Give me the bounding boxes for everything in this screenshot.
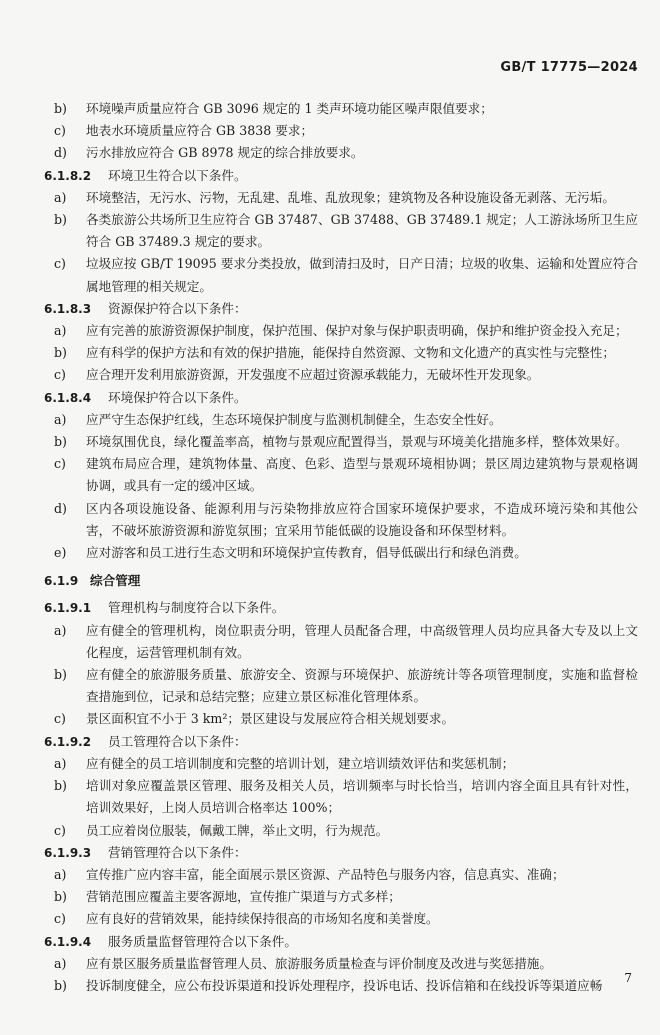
item-number: c)	[54, 123, 66, 139]
list-item	[44, 975, 638, 997]
list-item	[44, 953, 638, 975]
item-number: c)	[54, 711, 66, 727]
list-item	[44, 820, 638, 842]
item-number: c)	[54, 822, 66, 838]
list-item	[44, 542, 638, 564]
list-item	[44, 453, 638, 497]
document-body	[44, 98, 638, 997]
item-text: 应合理开发利用旅游资源，开发强度不应超过资源承载能力，无破坏性开发现象。	[86, 367, 540, 383]
item-number: c)	[54, 367, 66, 383]
item-text: 应对游客和员工进行生态文明和环境保护宣传教育，倡导低碳出行和绿色消费。	[86, 545, 527, 561]
item-number: b)	[54, 345, 67, 361]
list-item	[44, 98, 638, 120]
list-item	[44, 708, 638, 730]
item-text: 管理机构与制度符合以下条件。	[108, 600, 285, 616]
item-text: 景区面积宜不小于 3 km²；景区建设与发展应符合相关规划要求。	[86, 711, 455, 727]
item-text: 应有景区服务质量监督管理人员、旅游服务质量检查与评价制度及改进与奖惩措施。	[86, 955, 552, 971]
item-number: a)	[54, 323, 67, 339]
clause-heading	[44, 842, 638, 864]
list-item	[44, 320, 638, 342]
item-number: b)	[54, 212, 67, 228]
list-item	[44, 253, 638, 297]
item-number: d)	[54, 500, 67, 516]
item-number: 6.1.9	[44, 574, 79, 589]
item-number: 6.1.8.4	[44, 390, 92, 405]
list-item	[44, 753, 638, 775]
item-number: c)	[54, 456, 66, 472]
list-item	[44, 364, 638, 386]
item-text: 营销范围应覆盖主要客源地，宣传推广渠道与方式多样；	[86, 889, 401, 905]
item-text: 宣传推广应内容丰富，能全面展示景区资源、产品特色与服务内容，信息真实、准确；	[86, 866, 565, 882]
item-text: 环境噪声质量应符合 GB 3096 规定的 1 类声环境功能区噪声限值要求；	[86, 101, 493, 116]
item-text: 污水排放应符合 GB 8978 规定的综合排放要求。	[86, 145, 364, 161]
list-item	[44, 498, 638, 542]
list-item	[44, 664, 638, 708]
list-item	[44, 886, 638, 908]
item-text: 应有健全的管理机构，岗位职责分明，管理人员配备合理，中高级管理人员均应具备大专及以上文化程度，运营管理机制有效。	[86, 622, 638, 660]
list-item	[44, 431, 638, 453]
item-text: 服务质量监督管理符合以下条件。	[108, 933, 297, 949]
item-number: 6.1.8.3	[44, 301, 92, 316]
item-number: 6.1.9.1	[44, 601, 92, 616]
item-number: 6.1.9.3	[44, 845, 92, 860]
item-text: 环境保护符合以下条件。	[108, 389, 247, 405]
item-text: 投诉制度健全，应公布投诉渠道和投诉处理程序，投诉电话、投诉信箱和在线投诉等渠道应畅	[86, 977, 603, 993]
item-number: e)	[54, 545, 67, 561]
item-text: 垃圾应按 GB/T 19095 要求分类投放，做到清扫及时，日产日清；垃圾的收集、运输和处置应符合属地管理的相关规定。	[86, 256, 638, 294]
list-item	[44, 142, 638, 164]
list-item	[44, 409, 638, 431]
list-item	[44, 908, 638, 930]
item-text: 员工管理符合以下条件：	[108, 733, 247, 749]
clause-heading	[44, 931, 638, 953]
item-number: a)	[54, 411, 67, 427]
list-item	[44, 864, 638, 886]
item-text: 建筑布局应合理，建筑物体量、高度、色彩、造型与景观环境相协调；景区周边建筑物与景观格调协调，或具有一定的缓冲区域。	[86, 456, 638, 494]
item-text: 营销管理符合以下条件：	[108, 844, 247, 860]
item-text: 各类旅游公共场所卫生应符合 GB 37487、GB 37488、GB 37489.1 规定；人工游泳场所卫生应符合 GB 37489.3 规定的要求。	[86, 212, 638, 250]
list-item	[44, 120, 638, 142]
item-number: 6.1.9.4	[44, 934, 92, 949]
item-text: 环境卫生符合以下条件。	[108, 167, 247, 183]
clause-heading	[44, 597, 638, 619]
clause-heading	[44, 298, 638, 320]
item-number: c)	[54, 256, 66, 272]
item-text: 应有健全的员工培训制度和完整的培训计划，建立培训绩效评估和奖惩机制；	[86, 755, 515, 771]
item-text: 应有完善的旅游资源保护制度，保护范围、保护对象与保护职责明确，保护和维护资金投入充足；	[86, 323, 628, 339]
item-number: a)	[54, 955, 67, 971]
item-number: a)	[54, 189, 67, 205]
clause-heading	[44, 731, 638, 753]
item-number: 6.1.8.2	[44, 168, 92, 183]
list-item	[44, 187, 638, 209]
item-number: b)	[54, 889, 67, 905]
clause-heading	[44, 165, 638, 187]
item-number: b)	[54, 434, 67, 450]
item-number: b)	[54, 667, 67, 683]
item-text: 环境氛围优良，绿化覆盖率高，植物与景观应配置得当，景观与环境美化措施多样，整体效果好。	[86, 434, 628, 450]
list-item	[44, 342, 638, 364]
item-text: 应有良好的营销效果，能持续保持很高的市场知名度和美誉度。	[86, 911, 439, 927]
item-number: a)	[54, 622, 67, 638]
page-number: 7	[624, 971, 632, 985]
item-text: 地表水环境质量应符合 GB 3838 要求；	[86, 123, 314, 139]
item-number: c)	[54, 911, 66, 927]
item-text: 应有科学的保护方法和有效的保护措施，能保持自然资源、文物和文化遗产的真实性与完整性；	[86, 345, 615, 361]
item-number: a)	[54, 866, 67, 882]
section-heading	[44, 570, 638, 592]
list-item	[44, 775, 638, 819]
item-text: 员工应着岗位服装，佩戴工牌，举止文明，行为规范。	[86, 822, 389, 838]
item-number: d)	[54, 145, 67, 161]
item-text: 综合管理	[90, 573, 141, 589]
item-text: 资源保护符合以下条件：	[108, 300, 247, 316]
item-number: a)	[54, 755, 67, 771]
standard-code-header: GB/T 17775—2024	[500, 60, 638, 75]
item-text: 区内各项设施设备、能源利用与污染物排放应符合国家环境保护要求，不造成环境污染和其他公害，不破坏旅游资源和游览氛围；宜采用节能低碳的设施设备和环保型材料。	[86, 500, 638, 538]
list-item	[44, 209, 638, 253]
clause-heading	[44, 387, 638, 409]
item-number: 6.1.9.2	[44, 734, 92, 749]
item-number: b)	[54, 778, 67, 794]
item-text: 应有健全的旅游服务质量、旅游安全、资源与环境保护、旅游统计等各项管理制度，实施和监督检查措施到位，记录和总结完整；应建立景区标准化管理体系。	[86, 667, 638, 705]
list-item	[44, 620, 638, 664]
item-number: b)	[54, 101, 67, 116]
item-text: 应严守生态保护红线，生态环境保护制度与监测机制健全，生态安全性好。	[86, 411, 502, 427]
item-text: 环境整洁，无污水、污物，无乱建、乱堆、乱放现象；建筑物及各种设施设备无剥落、无污垢。	[86, 189, 615, 205]
item-text: 培训对象应覆盖景区管理、服务及相关人员，培训频率与时长恰当，培训内容全面且具有针对性，培训效果好，上岗人员培训合格率达 100%；	[86, 778, 638, 816]
item-number: b)	[54, 977, 67, 993]
